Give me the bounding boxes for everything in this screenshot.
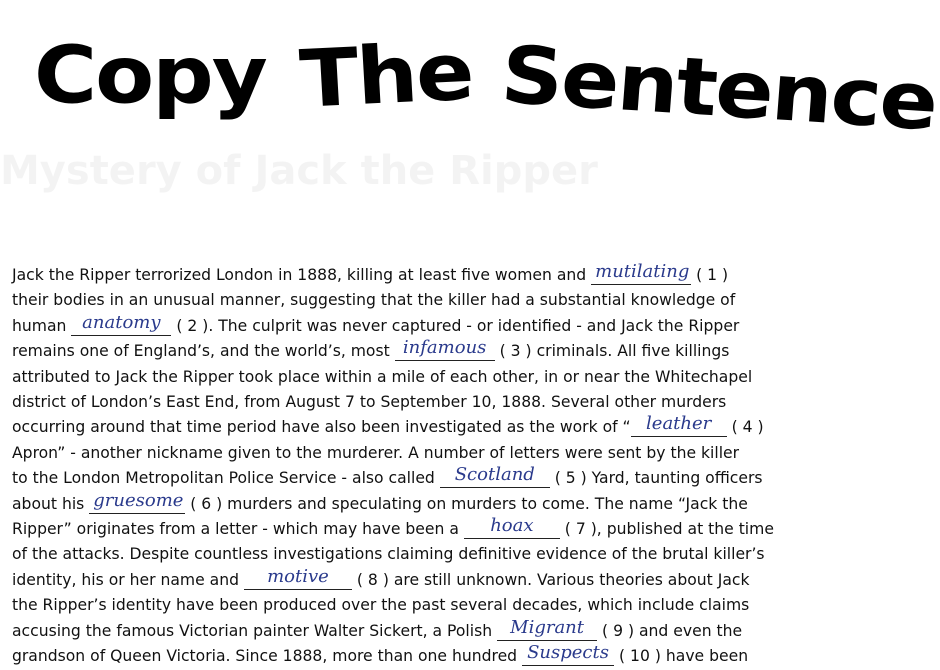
passage-line <box>12 415 820 440</box>
passage-text: ( 2 ). The culprit was never captured - or identified - and Jack the Ripper <box>171 316 740 335</box>
heading-word-sentence: Sentence <box>498 28 940 149</box>
answer-3: infamous <box>402 337 487 359</box>
passage-text: to the London Metropolitan Police Service - also called <box>12 469 440 488</box>
passage-line <box>12 466 820 491</box>
passage-line <box>12 339 820 364</box>
answer-10: Suspects <box>527 642 609 664</box>
answer-blank-4 <box>631 413 727 437</box>
passage-text: accusing the famous Victorian painter Walter Sickert, a Polish <box>12 621 498 640</box>
faded-title <box>0 148 598 194</box>
passage <box>12 263 820 670</box>
answer-blank-1 <box>591 261 691 285</box>
passage-text: ( 10 ) have been <box>614 647 749 666</box>
answer-9: Migrant <box>510 616 585 638</box>
passage-line <box>12 517 820 542</box>
answer-blank-3 <box>395 337 495 361</box>
passage-line <box>12 311 820 339</box>
answer-1: mutilating <box>595 261 690 282</box>
answer-blank-2 <box>71 311 171 336</box>
passage-line <box>12 644 820 669</box>
passage-text: ( 7 ), published at the time <box>559 520 774 539</box>
answer-8: motive <box>267 565 329 587</box>
answer-6: gruesome <box>93 489 184 511</box>
passage-text: about his <box>12 494 90 513</box>
passage-line: Apron” - another nickname given to the murderer. A number of letters were sent by the killer <box>12 443 740 462</box>
passage-line <box>12 263 820 288</box>
answer-4: leather <box>646 413 712 435</box>
answer-blank-7 <box>464 515 560 539</box>
passage-text: ( 6 ) murders and speculating on murders to come. The name “Jack the <box>185 494 748 513</box>
passage-line: the Ripper’s identity have been produced over the past several decades, which include claims <box>12 596 750 615</box>
passage-text: ( 4 ) <box>726 418 764 437</box>
passage-text: ( 8 ) are still unknown. Various theories about Jack <box>351 570 750 589</box>
passage-text: identity, his or her name and <box>12 570 244 589</box>
passage-line <box>12 489 820 517</box>
answer-2: anatomy <box>82 311 161 333</box>
answer-blank-5 <box>440 464 550 488</box>
passage-line <box>12 565 820 593</box>
passage-line: attributed to Jack the Ripper took place within a mile of each other, in or near the Whitechapel <box>12 367 753 386</box>
passage-text: ( 5 ) Yard, taunting officers <box>549 469 763 488</box>
answer-blank-10 <box>522 642 614 666</box>
passage-text: ( 1 ) <box>691 266 729 284</box>
passage-text: ( 9 ) and even the <box>597 621 743 640</box>
passage-text: Jack the Ripper terrorized London in 1888, killing at least five women and <box>12 266 592 284</box>
answer-blank-9 <box>497 616 597 641</box>
passage-line: of the attacks. Despite countless investigations claiming definitive evidence of the brutal killer’s <box>12 545 765 564</box>
passage-text: grandson of Queen Victoria. Since 1888, more than one hundred <box>12 647 523 666</box>
passage-text: ( 3 ) criminals. All five killings <box>494 342 730 361</box>
passage-line <box>12 616 820 644</box>
answer-5: Scotland <box>454 464 535 486</box>
passage-text: human <box>12 316 72 335</box>
answer-7: hoax <box>490 515 534 537</box>
passage-line: district of London’s East End, from August 7 to September 10, 1888. Several other murders <box>12 393 727 412</box>
heading-word-the: The <box>297 25 475 127</box>
passage-text: Ripper” originates from a letter - which may have been a <box>12 520 464 539</box>
handwritten-heading <box>34 25 940 149</box>
passage-text: occurring around that time period have also been investigated as the work of “ <box>12 418 631 437</box>
answer-blank-6 <box>89 489 185 514</box>
heading-word-copy: Copy <box>34 30 266 122</box>
passage-line: their bodies in an unusual manner, suggesting that the killer had a substantial knowledge of <box>12 291 736 310</box>
answer-blank-8 <box>244 565 352 590</box>
passage-text: remains one of England’s, and the world’s, most <box>12 342 395 361</box>
